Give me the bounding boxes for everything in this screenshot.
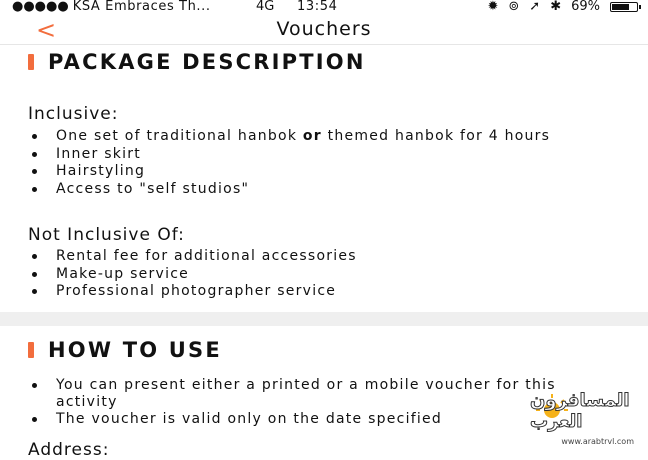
back-chevron-icon[interactable]: < (36, 16, 57, 44)
battery-icon (610, 2, 638, 12)
status-bar (0, 0, 648, 16)
list-item: Inner skirt (28, 146, 628, 163)
location-icon: ➚ (529, 0, 541, 14)
bluetooth-icon: ✱ (550, 0, 562, 14)
list-item: Hairstyling (28, 163, 628, 180)
clock: 13:54 (297, 0, 338, 14)
list-item: Rental fee for additional accessories (28, 248, 628, 265)
list-item (28, 128, 628, 145)
section-divider (0, 312, 648, 326)
section-title: PACKAGE DESCRIPTION (48, 50, 366, 74)
carrier (12, 0, 211, 14)
list-item: Make-up service (28, 266, 628, 283)
list-item: Professional photographer service (28, 283, 628, 300)
watermark-logo (530, 388, 642, 448)
status-icons (487, 0, 638, 14)
brightness-icon: ✹ (487, 0, 499, 14)
section-header (28, 50, 366, 74)
list-item-text: One set of traditional hanbok (56, 128, 303, 144)
orientation-lock-icon: ⊚ (508, 0, 520, 14)
battery-fill (612, 4, 629, 10)
list-item-text: themed hanbok for 4 hours (321, 128, 551, 144)
list-item: Access to "self studios" (28, 181, 628, 198)
watermark-text: المسافرون العرب (530, 390, 630, 432)
list-item: You can present either a printed or a mobile voucher for this activity (28, 377, 556, 410)
watermark-url: www.arabtrvl.com (561, 437, 634, 446)
section-accent-bar (28, 342, 34, 358)
inclusive-heading: Inclusive: (28, 104, 119, 124)
network-type: 4G (256, 0, 275, 14)
list-item: The voucher is valid only on the date specified (28, 411, 628, 428)
not-inclusive-heading: Not Inclusive Of: (28, 225, 185, 245)
nav-bar (0, 16, 648, 45)
signal-bars-icon: ●●●●● (12, 0, 69, 14)
inclusive-list (28, 128, 628, 198)
carrier-name: KSA Embraces Th... (72, 0, 211, 14)
section-accent-bar (28, 54, 34, 70)
section-header (28, 338, 222, 362)
section-title: HOW TO USE (48, 338, 222, 362)
list-item-emphasis: or (302, 128, 322, 144)
package-description-section (0, 44, 648, 308)
address-heading: Address: (28, 440, 110, 460)
not-inclusive-list (28, 248, 628, 301)
page-title: Vouchers (276, 18, 372, 40)
battery-percent: 69% (571, 0, 600, 14)
